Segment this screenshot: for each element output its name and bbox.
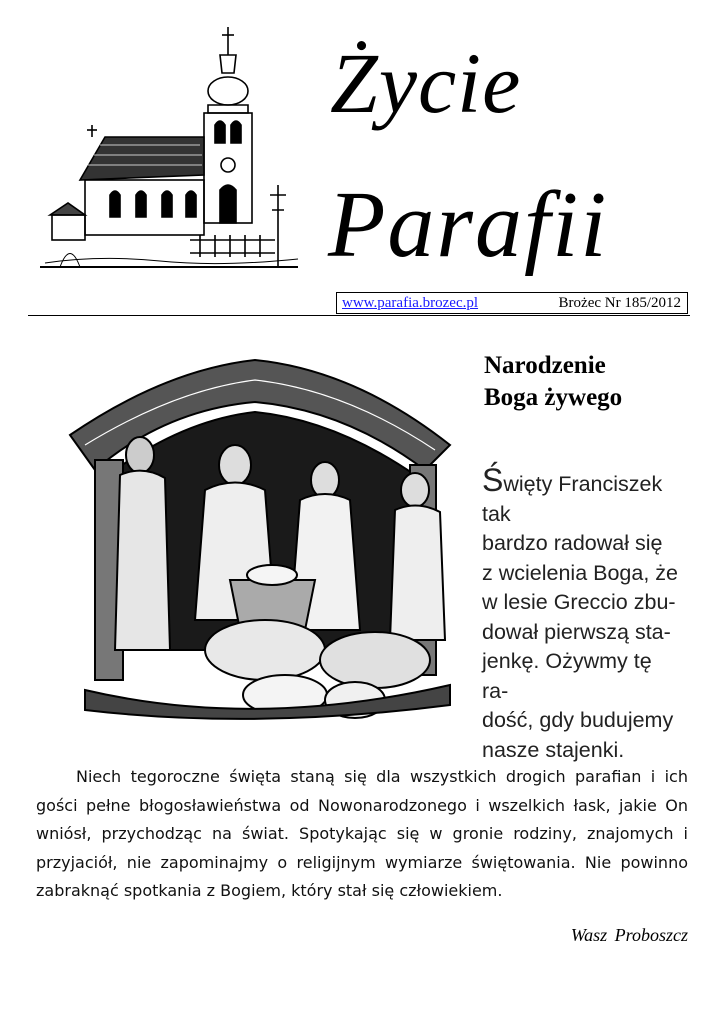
article-heading bbox=[484, 350, 622, 414]
masthead-info-box bbox=[336, 292, 688, 314]
quote-line: z wcielenia Boga, że bbox=[482, 560, 678, 585]
quote-line: dość, gdy budujemy bbox=[482, 708, 674, 732]
quote-line: nasze stajenki. bbox=[482, 737, 625, 762]
church-illustration bbox=[40, 25, 300, 275]
nativity-scene-illustration bbox=[55, 350, 465, 730]
article-heading-line2: Boga żywego bbox=[484, 384, 623, 411]
quote-line: bardzo radował się bbox=[482, 531, 663, 555]
article-body: Niech tegoroczne święta staną się dla wszystkich drogich parafian i ich gości pełne błogosławieństwa od Nowonarodzonego i wszelkich łask, jakie On wniósł, przychodząc na świat. Spotykając się w gronie rodziny, znajomych i przyjaciół, nie zapominajmy o religijnym wymiarze świętowania. Nie powinno zabraknąć spotkania z Bogiem, który stał się człowiekiem. bbox=[36, 767, 688, 900]
article-heading-line1: Narodzenie bbox=[484, 352, 606, 379]
masthead-title-line2: Parafii bbox=[328, 173, 609, 277]
masthead-divider bbox=[28, 315, 690, 316]
quote-line: dował pierwszą sta- bbox=[482, 619, 671, 644]
issue-number: Brożec Nr 185/2012 bbox=[558, 295, 681, 311]
website-link[interactable]: www.parafia.brozec.pl bbox=[342, 295, 479, 311]
quote-initial: Ś bbox=[482, 462, 504, 498]
masthead-title-line1: Życie bbox=[330, 35, 522, 131]
franciszek-quote bbox=[482, 462, 682, 765]
quote-line: w lesie Greccio zbu- bbox=[482, 590, 676, 614]
quote-line: Święty Franciszek tak bbox=[482, 462, 663, 526]
quote-line: jenkę. Ożywmy tę ra- bbox=[482, 649, 652, 703]
signature: Wasz Proboszcz bbox=[570, 925, 688, 945]
